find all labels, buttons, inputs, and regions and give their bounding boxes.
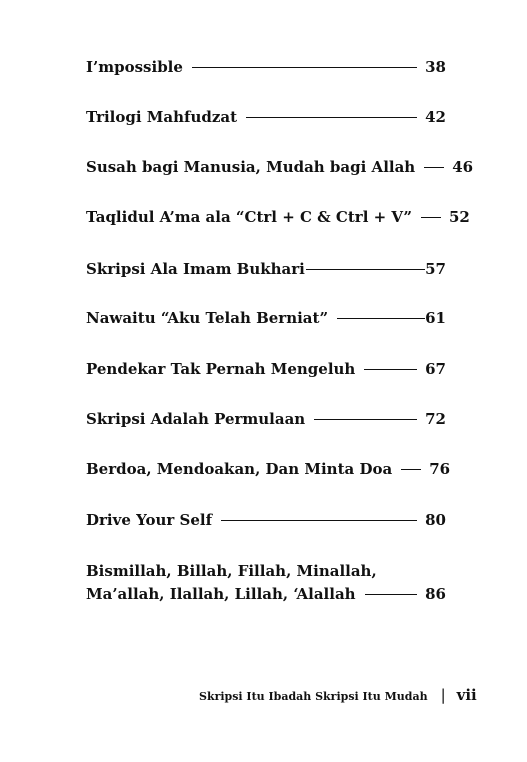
toc-entry-title: Berdoa, Mendoakan, Dan Minta Doa <box>86 460 393 478</box>
toc-entry-title: Skripsi Adalah Permulaan <box>86 410 306 428</box>
toc-entry-title: Nawaitu “Aku Telah Berniat” <box>86 309 329 327</box>
page-number: vii <box>456 686 477 704</box>
toc-entry <box>86 206 470 229</box>
toc-entry <box>86 509 446 532</box>
toc-entry <box>86 106 446 129</box>
toc-entry <box>86 560 446 606</box>
leader-line <box>421 217 441 218</box>
toc-entry <box>86 258 446 281</box>
leader-line <box>364 369 417 370</box>
toc-entry-title: Skripsi Ala Imam Bukhari <box>86 260 305 278</box>
toc-entry <box>86 358 446 381</box>
running-title: Skripsi Itu Ibadah Skripsi Itu Mudah <box>199 690 428 703</box>
toc-entry-title: Trilogi Mahfudzat <box>86 108 238 126</box>
toc-entry-page: 46 <box>452 158 474 176</box>
leader-line <box>314 419 417 420</box>
toc-entry <box>86 156 474 179</box>
toc-entry-title: I’mpossible <box>86 58 183 76</box>
leader-line <box>306 269 425 270</box>
leader-line <box>424 167 444 168</box>
toc-entry-page: 72 <box>425 410 446 428</box>
leader-line <box>365 594 418 595</box>
toc-entry <box>86 458 451 481</box>
toc-entry <box>86 307 446 330</box>
toc-entry <box>86 56 446 79</box>
leader-line <box>221 520 417 521</box>
toc-entry-page: 52 <box>448 208 470 226</box>
toc-entry-title: Drive Your Self <box>86 511 213 529</box>
toc-entry-page: 76 <box>429 460 451 478</box>
footer-separator: | <box>440 686 446 704</box>
toc-entry-page: 80 <box>425 511 446 529</box>
toc-entry-page: 86 <box>425 585 446 603</box>
leader-line <box>192 67 417 68</box>
toc-entry-page: 38 <box>425 58 446 76</box>
toc-entry-title: Pendekar Tak Pernah Mengeluh <box>86 360 356 378</box>
toc-entry-title: Susah bagi Manusia, Mudah bagi Allah <box>86 158 416 176</box>
toc-entry <box>86 408 446 431</box>
leader-line <box>401 469 421 470</box>
toc-entry-title-line2: Ma’allah, Ilallah, Lillah, ‘Alallah <box>86 585 356 603</box>
leader-line <box>246 117 417 118</box>
toc-entry-title: Taqlidul A’ma ala “Ctrl + C & Ctrl + V” <box>86 208 412 226</box>
toc-entry-page: 67 <box>425 360 446 378</box>
toc-entry-page: 61 <box>425 309 446 327</box>
page-footer <box>199 686 477 704</box>
toc-entry-page: 42 <box>425 108 446 126</box>
toc-entry-title-line1: Bismillah, Billah, Fillah, Minallah, <box>86 562 377 580</box>
leader-line <box>337 318 425 319</box>
toc-entry-page: 57 <box>425 260 446 278</box>
